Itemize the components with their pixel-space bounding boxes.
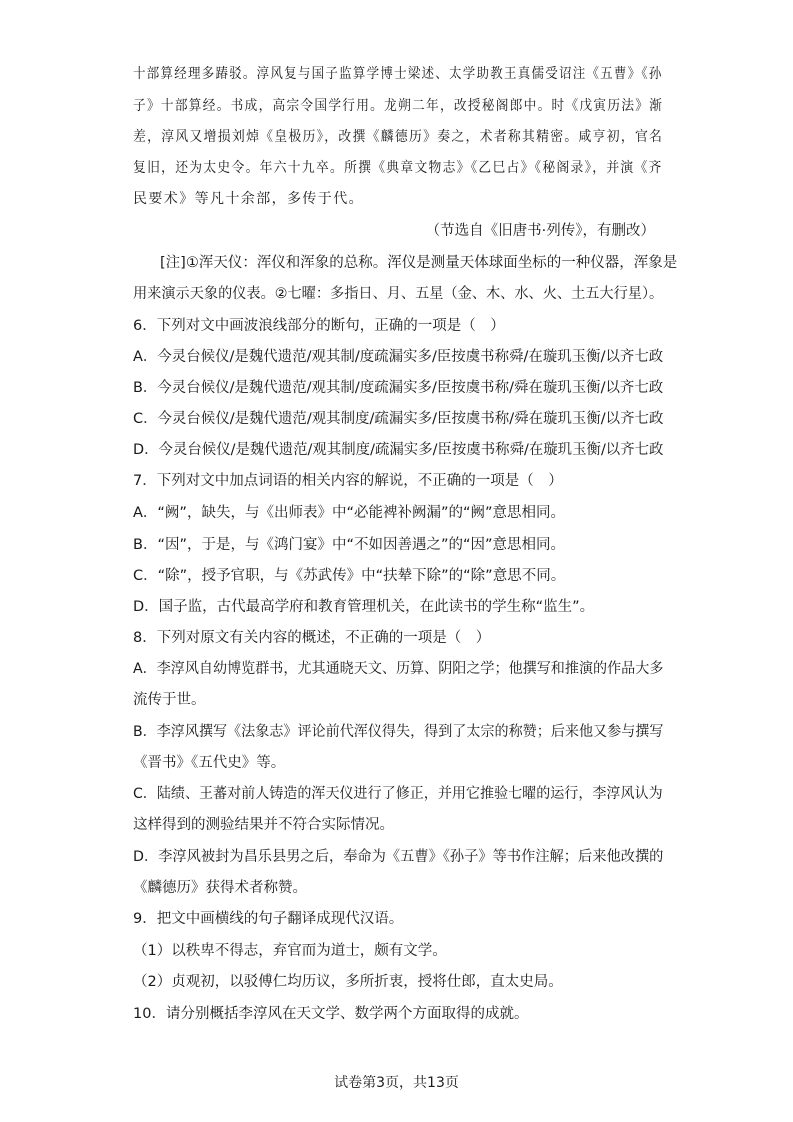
question-8-option-a: A．李淳风自幼博览群书，尤其通晓天文、历算、阴阳之学；他撰写和推演的作品大多 (133, 661, 664, 677)
page-footer: 试卷第3页，共13页 (334, 1075, 459, 1091)
question-8-option-b-cont: 《晋书》《五代史》等。 (133, 755, 286, 771)
question-7-option-a: A．“阙”，缺失，与《出师表》中“必能裨补阙漏”的“阙”意思相同。 (133, 505, 565, 521)
note-line: [注]①浑天仪：浑仪和浑象的总称。浑仪是测量天体球面坐标的一种仪器，浑象是 (160, 255, 678, 271)
question-8-option-c-cont: 这样得到的测验结果并不符合实际情况。 (133, 817, 394, 833)
question-7-option-b: B．“因”，于是，与《鸿门宴》中“不如因善遇之”的“因”意思相同。 (133, 537, 566, 553)
question-8-option-c: C．陆绩、王蕃对前人铸造的浑天仪进行了修正，并用它推验七曜的运行，李淳风认为 (133, 786, 663, 802)
question-6-option-d: D．今灵台候仪/是魏代遗范/观其制度/疏漏实多/臣按虞书称舜/在璇玑玉衡/以齐七政 (133, 442, 664, 458)
question-9-item-1: （1）以秩卑不得志，弃官而为道士，颇有文学。 (133, 943, 447, 959)
passage-line: 差，淳风又增损刘焯《皇极历》，改撰《麟德历》奏之，术者称其精密。咸亨初，官名 (133, 129, 664, 145)
question-6-option-a: A．今灵台候仪/是魏代遗范/观其制/度疏漏实多/臣按虞书称舜/在璇玑玉衡/以齐七政 (133, 349, 664, 365)
question-10-stem: 10．请分别概括李淳风在天文学、数学两个方面取得的成就。 (133, 1006, 529, 1022)
question-6-option-c: C．今灵台候仪/是魏代遗范/观其制度/疏漏实多/臣按虞书称/舜在璇玑玉衡/以齐七政 (133, 411, 664, 427)
passage-line: 复旧，还为太史令。年六十九卒。所撰《典章文物志》《乙巳占》《秘阁录》，并演《齐 (133, 160, 663, 176)
question-6-stem: 6．下列对文中画波浪线部分的断句，正确的一项是（ ） (133, 318, 505, 334)
question-8-stem: 8．下列对原文有关内容的概述，不正确的一项是（ ） (133, 630, 491, 646)
question-8-option-d: D．李淳风被封为昌乐县男之后，奉命为《五曹》《孙子》等书作注解；后来他改撰的 (133, 849, 664, 865)
question-9-stem: 9．把文中画横线的句子翻译成现代汉语。 (133, 911, 404, 927)
question-7-stem: 7．下列对文中加点词语的相关内容的解说，不正确的一项是（ ） (133, 473, 563, 489)
question-7-option-d: D．国子监，古代最高学府和教育管理机关，在此读书的学生称“监生”。 (133, 599, 595, 615)
source-citation: （节选自《旧唐书·列传》，有删改） (425, 223, 655, 239)
question-6-option-b: B．今灵台候仪/是魏代遗范/观其制/度疏漏实多/臣按虞书称/舜在璇玑玉衡/以齐七政 (133, 380, 664, 396)
question-8-option-d-cont: 《麟德历》获得术者称赞。 (133, 880, 307, 896)
question-8-option-a-cont: 流传于世。 (133, 692, 206, 708)
passage-line: 民要术》等凡十余部，多传于代。 (133, 191, 364, 207)
question-9-item-2: （2）贞观初，以驳傅仁均历议，多所折衷，授将仕郎，直太史局。 (133, 974, 563, 990)
note-line: 用来演示天象的仪表。②七曜：多指日、月、五星（金、木、水、火、土五大行星）。 (133, 286, 664, 302)
passage-line: 十部算经理多踳驳。淳风复与国子监算学博士梁述、太学助教王真儒受诏注《五曹》《孙 (133, 66, 663, 82)
question-8-option-b: B．李淳风撰写《法象志》评论前代浑仪得失，得到了太宗的称赞；后来他又参与撰写 (133, 724, 664, 740)
question-7-option-c: C．“除”，授予官职，与《苏武传》中“扶辇下除”的“除”意思不同。 (133, 568, 566, 584)
passage-line: 子》十部算经。书成，高宗令国学行用。龙朔二年，改授秘阁郎中。时《戊寅历法》渐 (133, 98, 664, 114)
